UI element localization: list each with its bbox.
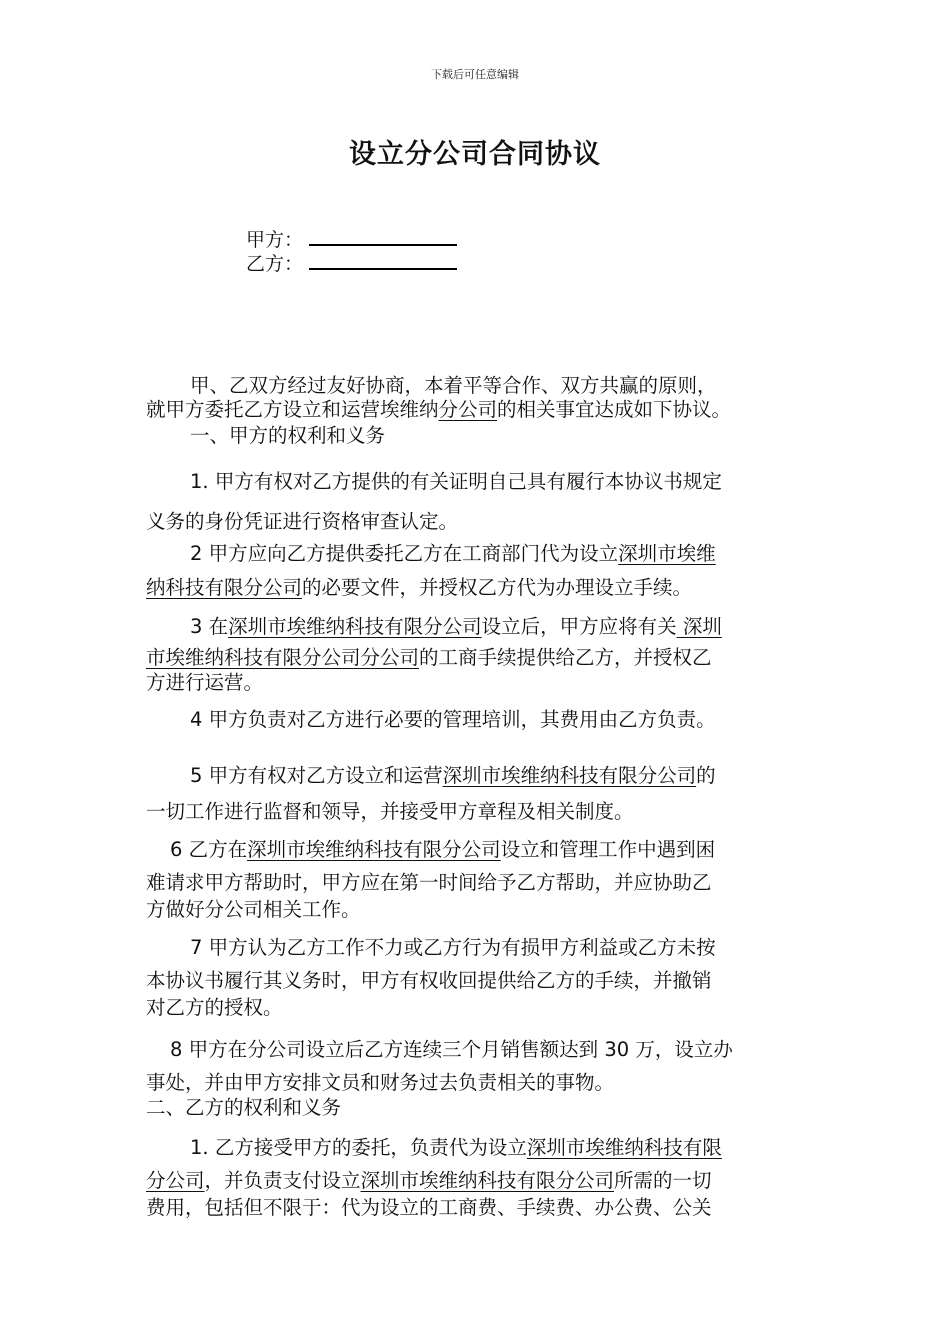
party-b-line	[246, 250, 457, 276]
party-b-blank	[309, 250, 457, 270]
party-b-label: 乙方：	[246, 253, 304, 275]
clause-a3: 3 在深圳市埃维纳科技有限分公司设立后，甲方应将有关 深圳 市埃维纳科技有限分公司分公司的工商手续提供给乙方，并授权乙 方进行运营。	[146, 615, 722, 694]
clause-a2: 2 甲方应向乙方提供委托乙方在工商部门代为设立深圳市埃维 纳科技有限分公司的必要文件，并授权乙方代为办理设立手续。	[146, 542, 716, 599]
clause-a5: 5 甲方有权对乙方设立和运营深圳市埃维纳科技有限分公司的 一切工作进行监督和领导，并接受甲方章程及相关制度。	[146, 764, 716, 823]
section-2-title: 二、乙方的权利和义务	[146, 1096, 342, 1119]
clause-a1: 1. 甲方有权对乙方提供的有关证明自己具有履行本协议书规定 义务的身份凭证进行资格审查认定。	[146, 470, 722, 533]
party-a-label: 甲方：	[246, 229, 304, 251]
clause-a4: 4 甲方负责对乙方进行必要的管理培训，其费用由乙方负责。	[190, 708, 716, 731]
intro-paragraph: 甲、乙双方经过友好协商，本着平等合作、双方共赢的原则， 就甲方委托乙方设立和运营埃维纳分公司的相关事宜达成如下协议。	[146, 374, 732, 421]
party-a-blank	[309, 226, 457, 246]
section-1-title: 一、甲方的权利和义务	[190, 424, 386, 447]
header-note: 下载后可任意编辑	[431, 68, 519, 81]
clause-a6: 6 乙方在深圳市埃维纳科技有限分公司设立和管理工作中遇到困 难请求甲方帮助时，甲方应在第一时间给予乙方帮助，并应协助乙 方做好分公司相关工作。	[146, 838, 716, 921]
document-title: 设立分公司合同协议	[349, 139, 601, 170]
clause-a7: 7 甲方认为乙方工作不力或乙方行为有损甲方利益或乙方未按 本协议书履行其义务时，甲方有权收回提供给乙方的手续，并撤销 对乙方的授权。	[146, 936, 716, 1019]
party-a-line	[246, 226, 457, 252]
clause-a8: 8 甲方在分公司设立后乙方连续三个月销售额达到 30 万，设立办 事处，并由甲方安排文员和财务过去负责相关的事物。	[146, 1038, 733, 1094]
clause-b1: 1. 乙方接受甲方的委托，负责代为设立深圳市埃维纳科技有限 分公司，并负责支付设立深圳市埃维纳科技有限分公司所需的一切 费用，包括但不限于：代为设立的工商费、手续费、办公费、公关	[146, 1136, 722, 1219]
